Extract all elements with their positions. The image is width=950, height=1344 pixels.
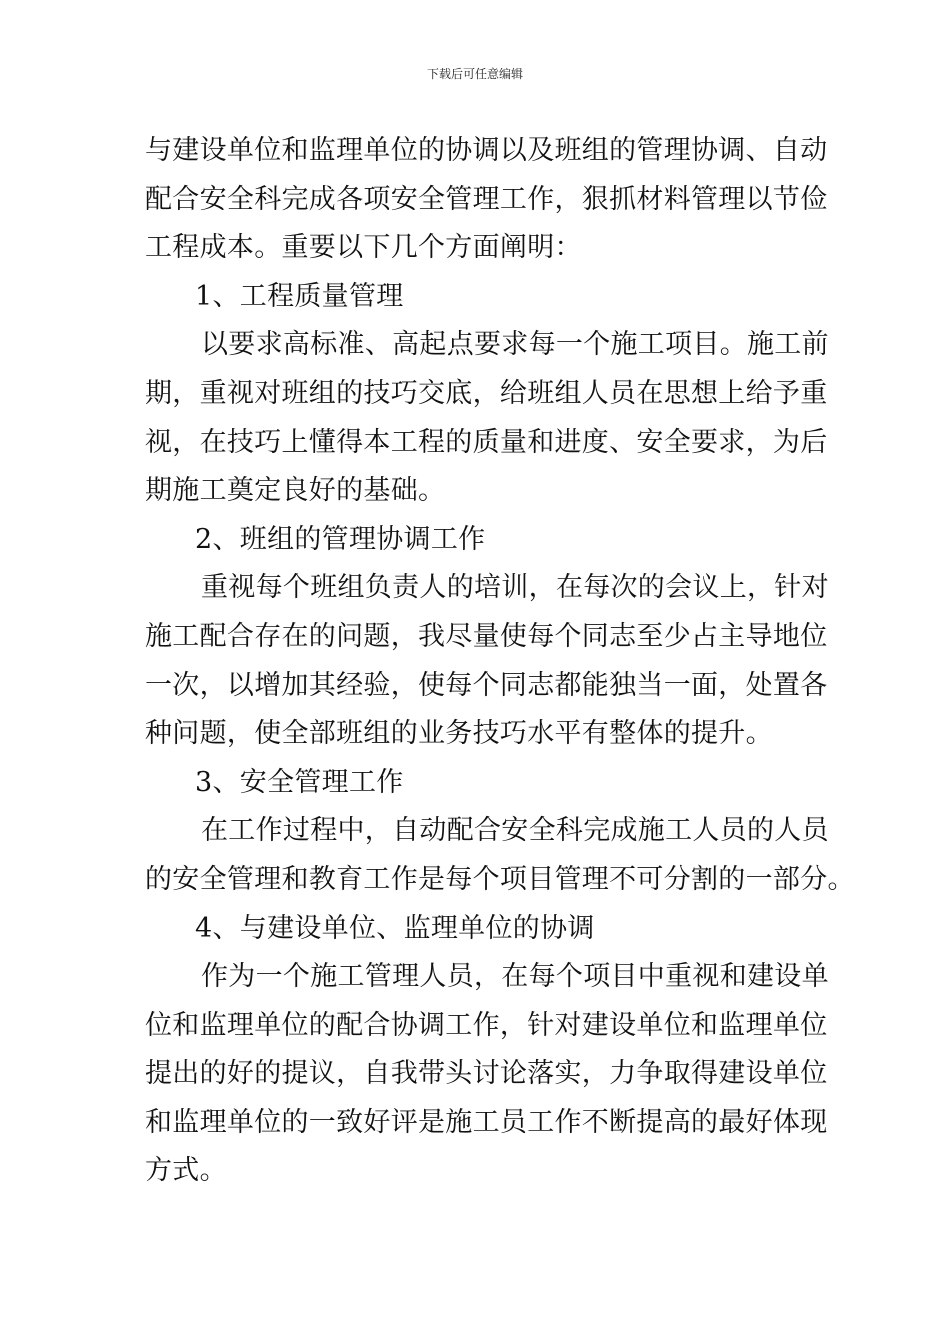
section-heading: 4、与建设单位、监理单位的协调 — [195, 912, 595, 944]
paragraph-line: 位和监理单位的配合协调工作，针对建设单位和监理单位 — [145, 1009, 828, 1041]
paragraph-line: 配合安全科完成各项安全管理工作，狠抓材料管理以节俭 — [145, 183, 828, 215]
paragraph-line: 工程成本。重要以下几个方面阐明： — [145, 232, 582, 264]
paragraph-line: 与建设单位和监理单位的协调以及班组的管理协调、自动 — [145, 135, 828, 166]
section-heading: 3、安全管理工作 — [195, 766, 404, 798]
document-body — [145, 127, 855, 1196]
section-heading: 2、班组的管理协调工作 — [195, 523, 486, 555]
paragraph-line: 一次，以增加其经验，使每个同志都能独当一面，处置各 — [145, 669, 828, 701]
paragraph-line: 种问题，使全部班组的业务技巧水平有整体的提升。 — [145, 718, 773, 750]
page-header: 下载后可任意编辑 — [426, 67, 523, 81]
paragraph-line: 方式。 — [145, 1155, 227, 1187]
paragraph-line: 期，重视对班组的技巧交底，给班组人员在思想上给予重 — [145, 377, 828, 409]
paragraph-line: 重视每个班组负责人的培训，在每次的会议上，针对 — [201, 572, 829, 604]
paragraph-line: 提出的好的提议，自我带头讨论落实，力争取得建设单位 — [145, 1058, 828, 1090]
paragraph-line: 以要求高标准、高起点要求每一个施工项目。施工前 — [201, 329, 829, 361]
paragraph-line: 的安全管理和教育工作是每个项目管理不可分割的一部分。 — [145, 863, 855, 895]
paragraph-line: 和监理单位的一致好评是施工员工作不断提高的最好体现 — [145, 1106, 828, 1138]
paragraph-line: 视，在技巧上懂得本工程的质量和进度、安全要求，为后 — [145, 426, 828, 458]
paragraph-line: 期施工奠定良好的基础。 — [145, 475, 446, 507]
paragraph-line: 作为一个施工管理人员，在每个项目中重视和建设单 — [201, 961, 829, 993]
section-heading: 1、工程质量管理 — [195, 280, 404, 312]
paragraph-line: 在工作过程中，自动配合安全科完成施工人员的人员 — [201, 815, 829, 847]
paragraph-line: 施工配合存在的问题，我尽量使每个同志至少占主导地位 — [145, 620, 828, 652]
